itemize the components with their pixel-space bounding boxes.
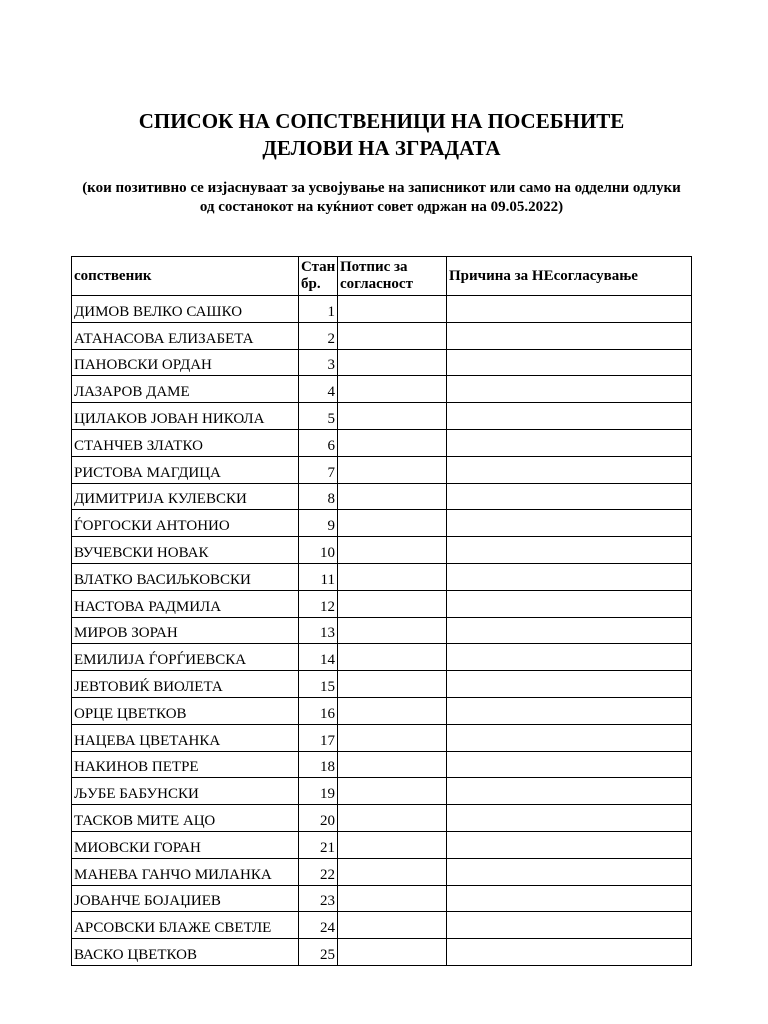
table-row [72, 403, 692, 430]
signature-cell[interactable] [338, 563, 447, 590]
table-row [72, 376, 692, 403]
table-row [72, 912, 692, 939]
owner-name-cell: ДИМИТРИЈА КУЛЕВСКИ [72, 483, 299, 510]
signature-cell[interactable] [338, 644, 447, 671]
disagreement-reason-cell[interactable] [447, 671, 692, 698]
disagreement-reason-cell[interactable] [447, 296, 692, 323]
disagreement-reason-cell[interactable] [447, 617, 692, 644]
signature-cell[interactable] [338, 590, 447, 617]
header-signature [338, 257, 447, 296]
disagreement-reason-cell[interactable] [447, 778, 692, 805]
apartment-number-cell: 14 [299, 644, 338, 671]
apartment-number-cell: 20 [299, 805, 338, 832]
header-apartment-line-1: Стан [301, 259, 336, 275]
apartment-number-cell: 10 [299, 537, 338, 564]
apartment-number-cell: 16 [299, 697, 338, 724]
disagreement-reason-cell[interactable] [447, 483, 692, 510]
apartment-number-cell: 18 [299, 751, 338, 778]
apartment-number-cell: 6 [299, 429, 338, 456]
title-line-1: СПИСОК НА СОПСТВЕНИЦИ НА ПОСЕБНИТЕ [138, 109, 625, 133]
table-row [72, 590, 692, 617]
signature-cell[interactable] [338, 778, 447, 805]
header-apartment-number [299, 257, 338, 296]
signature-cell[interactable] [338, 296, 447, 323]
owner-name-cell: МИОВСКИ ГОРАН [72, 831, 299, 858]
owner-name-cell: ВУЧЕВСКИ НОВАК [72, 537, 299, 564]
owner-name-cell: ЦИЛАКОВ ЈОВАН НИКОЛА [72, 403, 299, 430]
table-row [72, 939, 692, 966]
disagreement-reason-cell[interactable] [447, 429, 692, 456]
owner-name-cell: ВАСКО ЦВЕТКОВ [72, 939, 299, 966]
apartment-number-cell: 8 [299, 483, 338, 510]
apartment-number-cell: 17 [299, 724, 338, 751]
table-header-row [72, 257, 692, 296]
apartment-number-cell: 2 [299, 322, 338, 349]
signature-cell[interactable] [338, 403, 447, 430]
table-row [72, 429, 692, 456]
signature-cell[interactable] [338, 617, 447, 644]
apartment-number-cell: 11 [299, 563, 338, 590]
owner-name-cell: АРСОВСКИ БЛАЖЕ СВЕТЛЕ [72, 912, 299, 939]
signature-cell[interactable] [338, 885, 447, 912]
apartment-number-cell: 9 [299, 510, 338, 537]
apartment-number-cell: 12 [299, 590, 338, 617]
disagreement-reason-cell[interactable] [447, 912, 692, 939]
disagreement-reason-cell[interactable] [447, 322, 692, 349]
owner-name-cell: ЕМИЛИЈА ЃОРЃИЕВСКА [72, 644, 299, 671]
header-disagreement-reason: Причина за НЕсогласување [447, 257, 692, 296]
owner-name-cell: АТАНАСОВА ЕЛИЗАБЕТА [72, 322, 299, 349]
owner-name-cell: НАЦЕВА ЦВЕТАНКА [72, 724, 299, 751]
owner-name-cell: ЛАЗАРОВ ДАМЕ [72, 376, 299, 403]
table-row [72, 778, 692, 805]
disagreement-reason-cell[interactable] [447, 403, 692, 430]
header-signature-line-2: согласност [340, 276, 413, 292]
table-body [72, 296, 692, 966]
apartment-number-cell: 4 [299, 376, 338, 403]
table-row [72, 858, 692, 885]
disagreement-reason-cell[interactable] [447, 697, 692, 724]
table-row [72, 885, 692, 912]
owner-name-cell: ЈЕВТОВИЌ ВИОЛЕТА [72, 671, 299, 698]
owners-table [71, 256, 692, 966]
table-row [72, 831, 692, 858]
signature-cell[interactable] [338, 697, 447, 724]
apartment-number-cell: 5 [299, 403, 338, 430]
apartment-number-cell: 19 [299, 778, 338, 805]
disagreement-reason-cell[interactable] [447, 376, 692, 403]
owner-name-cell: ОРЦЕ ЦВЕТКОВ [72, 697, 299, 724]
owner-name-cell: ДИМОВ ВЕЛКО САШКО [72, 296, 299, 323]
owner-name-cell: ПАНОВСКИ ОРДАН [72, 349, 299, 376]
signature-cell[interactable] [338, 349, 447, 376]
apartment-number-cell: 1 [299, 296, 338, 323]
signature-cell[interactable] [338, 805, 447, 832]
header-signature-line-1: Потпис за [340, 259, 408, 275]
table-row [72, 805, 692, 832]
apartment-number-cell: 3 [299, 349, 338, 376]
disagreement-reason-cell[interactable] [447, 724, 692, 751]
table-row [72, 724, 692, 751]
signature-cell[interactable] [338, 831, 447, 858]
apartment-number-cell: 15 [299, 671, 338, 698]
signature-cell[interactable] [338, 322, 447, 349]
signature-cell[interactable] [338, 724, 447, 751]
table-row [72, 563, 692, 590]
disagreement-reason-cell[interactable] [447, 510, 692, 537]
subtitle-line-2: од состанокот на куќниот совет одржан на 09.05.2022) [199, 199, 564, 215]
signature-cell[interactable] [338, 912, 447, 939]
disagreement-reason-cell[interactable] [447, 831, 692, 858]
disagreement-reason-cell[interactable] [447, 885, 692, 912]
table-row [72, 510, 692, 537]
disagreement-reason-cell[interactable] [447, 751, 692, 778]
disagreement-reason-cell[interactable] [447, 939, 692, 966]
table-row [72, 671, 692, 698]
signature-cell[interactable] [338, 376, 447, 403]
owner-name-cell: ЈОВАНЧЕ БОЈАЏИЕВ [72, 885, 299, 912]
signature-cell[interactable] [338, 858, 447, 885]
disagreement-reason-cell[interactable] [447, 644, 692, 671]
signature-cell[interactable] [338, 510, 447, 537]
table-row [72, 751, 692, 778]
apartment-number-cell: 23 [299, 885, 338, 912]
table-row [72, 349, 692, 376]
apartment-number-cell: 13 [299, 617, 338, 644]
signature-cell[interactable] [338, 671, 447, 698]
table-row [72, 322, 692, 349]
apartment-number-cell: 7 [299, 456, 338, 483]
disagreement-reason-cell[interactable] [447, 590, 692, 617]
owner-name-cell: НАСТОВА РАДМИЛА [72, 590, 299, 617]
title-line-2: ДЕЛОВИ НА ЗГРАДАТА [262, 136, 501, 160]
owner-name-cell: МИРОВ ЗОРАН [72, 617, 299, 644]
signature-cell[interactable] [338, 751, 447, 778]
signature-cell[interactable] [338, 537, 447, 564]
owner-name-cell: ВЛАТКО ВАСИЉКОВСКИ [72, 563, 299, 590]
signature-cell[interactable] [338, 456, 447, 483]
apartment-number-cell: 25 [299, 939, 338, 966]
apartment-number-cell: 21 [299, 831, 338, 858]
owner-name-cell: МАНЕВА ГАНЧО МИЛАНКА [72, 858, 299, 885]
disagreement-reason-cell[interactable] [447, 456, 692, 483]
owner-name-cell: РИСТОВА МАГДИЦА [72, 456, 299, 483]
signature-cell[interactable] [338, 429, 447, 456]
owner-name-cell: ЉУБЕ БАБУНСКИ [72, 778, 299, 805]
table-row [72, 644, 692, 671]
document-subtitle [0, 179, 763, 217]
disagreement-reason-cell[interactable] [447, 349, 692, 376]
disagreement-reason-cell[interactable] [447, 805, 692, 832]
header-owner: сопственик [72, 257, 299, 296]
table-row [72, 617, 692, 644]
apartment-number-cell: 24 [299, 912, 338, 939]
table-row [72, 456, 692, 483]
table-row [72, 537, 692, 564]
document-title [0, 108, 763, 162]
owner-name-cell: ЃОРГОСКИ АНТОНИО [72, 510, 299, 537]
owner-name-cell: ТАСКОВ МИТЕ АЦО [72, 805, 299, 832]
signature-cell[interactable] [338, 939, 447, 966]
owner-name-cell: НАКИНОВ ПЕТРЕ [72, 751, 299, 778]
disagreement-reason-cell[interactable] [447, 537, 692, 564]
disagreement-reason-cell[interactable] [447, 563, 692, 590]
table-row [72, 697, 692, 724]
owner-name-cell: СТАНЧЕВ ЗЛАТКО [72, 429, 299, 456]
disagreement-reason-cell[interactable] [447, 858, 692, 885]
header-apartment-line-2: бр. [301, 276, 321, 292]
signature-cell[interactable] [338, 483, 447, 510]
table-row [72, 296, 692, 323]
subtitle-line-1: (кои позитивно се изјаснуваат за усвојување на записникот или само на одделни одлуки [82, 180, 681, 196]
apartment-number-cell: 22 [299, 858, 338, 885]
table-row [72, 483, 692, 510]
